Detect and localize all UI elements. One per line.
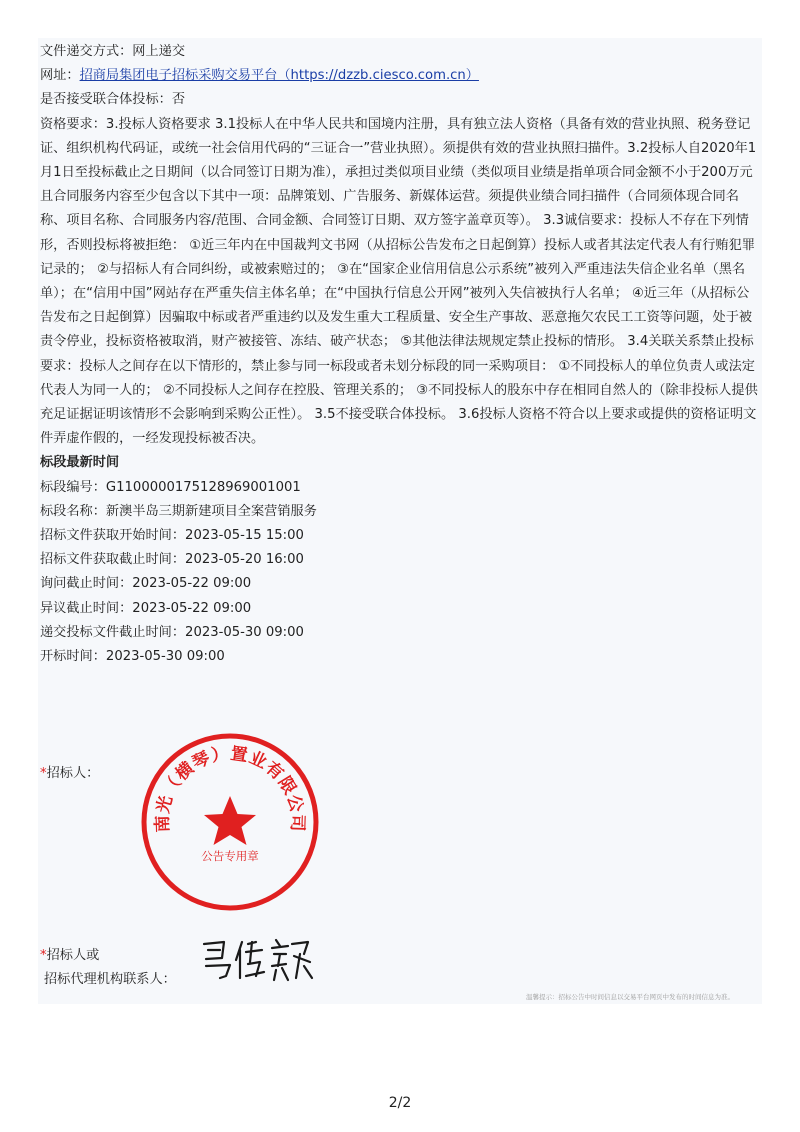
- tenderer-row: [40, 762, 99, 786]
- required-mark: *: [40, 948, 47, 963]
- page-number: 2/2: [388, 1095, 412, 1111]
- time-get-start: 招标文件获取开始时间：2023-05-15 15:00: [40, 528, 304, 544]
- time-objection-end: 异议截止时间：2023-05-22 09:00: [40, 600, 252, 616]
- required-mark: *: [40, 766, 47, 781]
- document-content: [40, 40, 762, 669]
- time-get-end: 招标文件获取截止时间：2023-05-20 16:00: [40, 552, 304, 568]
- website-line: [40, 64, 762, 88]
- seal-star-icon: [204, 796, 256, 845]
- consortium-line: 是否接受联合体投标：否: [40, 92, 186, 108]
- handwritten-signature: [196, 932, 318, 988]
- platform-notice: 温馨提示：招标公告中时间信息以交易平台网页中发布的时间信息为准。: [526, 993, 734, 1001]
- website-label: 网址：: [40, 68, 80, 84]
- contact-label-1: 招标人或: [46, 948, 100, 963]
- tenderer-label: 招标人：: [46, 766, 100, 781]
- time-submit-end: 递交投标文件截止时间：2023-05-30 09:00: [40, 624, 304, 640]
- platform-link[interactable]: 招商局集团电子招标采购交易平台（https://dzzb.ciesco.com.cn）: [79, 68, 479, 84]
- contact-row-2: [44, 968, 176, 992]
- seal-company-name: 南光（横琴）置业有限公司: [152, 743, 308, 833]
- contact-row-1: [40, 944, 99, 968]
- company-seal: [138, 730, 322, 914]
- time-inquiry-end: 询问截止时间：2023-05-22 09:00: [40, 576, 252, 592]
- qualification-requirements: 资格要求：3.投标人资格要求 3.1投标人在中华人民共和国境内注册，具有独立法人资格（具备有效的营业执照、税务登记证、组织机构代码证，或统一社会信用代码的“三证合一”营业执照）。须提供有效的营业执照扫描件。3.2投标人自2020年1月1日至投标截止之日期间（以合同签订日期为准），承担过类似项目业绩（类似项目业绩是指单项合同金额不小于200万元且合同服务内容至少包含以下其中一项：品牌策划、广告服务、新媒体运营。须提供业绩合同扫描件（合同须体现合同名称、项目名称、合同服务内容/范围、合同金额、合同签订日期、双方签字盖章页等）。 3.3诚信要求：投标人不存在下列情形，否则投标将被拒绝： ①近三年内在中国裁判文书网（从招标公告发布之日起倒算）投标人或者其法定代表人有行贿犯罪记录的； ②与招标人有合同纠纷，或被索赔过的； ③在“国家企业信用信息公示系统”被列入严重违法失信企业名单（黑名单）；在“信用中国”网站存在严重失信主体名单；在“中国执行信息公开网”被列入失信被执行人名单； ④近三年（从招标公告发布之日起倒算）因骗取中标或者严重违约以及发生重大工程质量、安全生产事故、恶意拖欠农民工工资等问题，处于被责令停业，投标资格被取消，财产被接管、冻结、破产状态； ⑤其他法律法规规定禁止投标的情形。 3.4关联关系禁止投标要求：投标人之间存在以下情形的，禁止参与同一标段或者未划分标段的同一采购项目： ①不同投标人的单位负责人或法定代表人为同一人的； ②不同投标人之间存在控股、管理关系的； ③不同投标人的股东中存在相同自然人的（除非投标人提供充足证据证明该情形不会影响到采购公正性）。 3.5不接受联合体投标。 3.6投标人资格不符合以上要求或提供的资格证明文件弄虚作假的，一经发现投标被否决。: [40, 116, 758, 447]
- time-open: 开标时间：2023-05-30 09:00: [40, 649, 225, 665]
- seal-purpose: 公告专用章: [201, 849, 259, 863]
- section-name: 标段名称：新澳半岛三期新建项目全案营销服务: [40, 503, 317, 519]
- section-title: 标段最新时间: [40, 455, 120, 471]
- section-code: 标段编号：G1100000175128969001001: [40, 479, 301, 495]
- contact-label-2: 招标代理机构联系人：: [44, 972, 176, 987]
- submission-method: 文件递交方式：网上递交: [40, 44, 186, 59]
